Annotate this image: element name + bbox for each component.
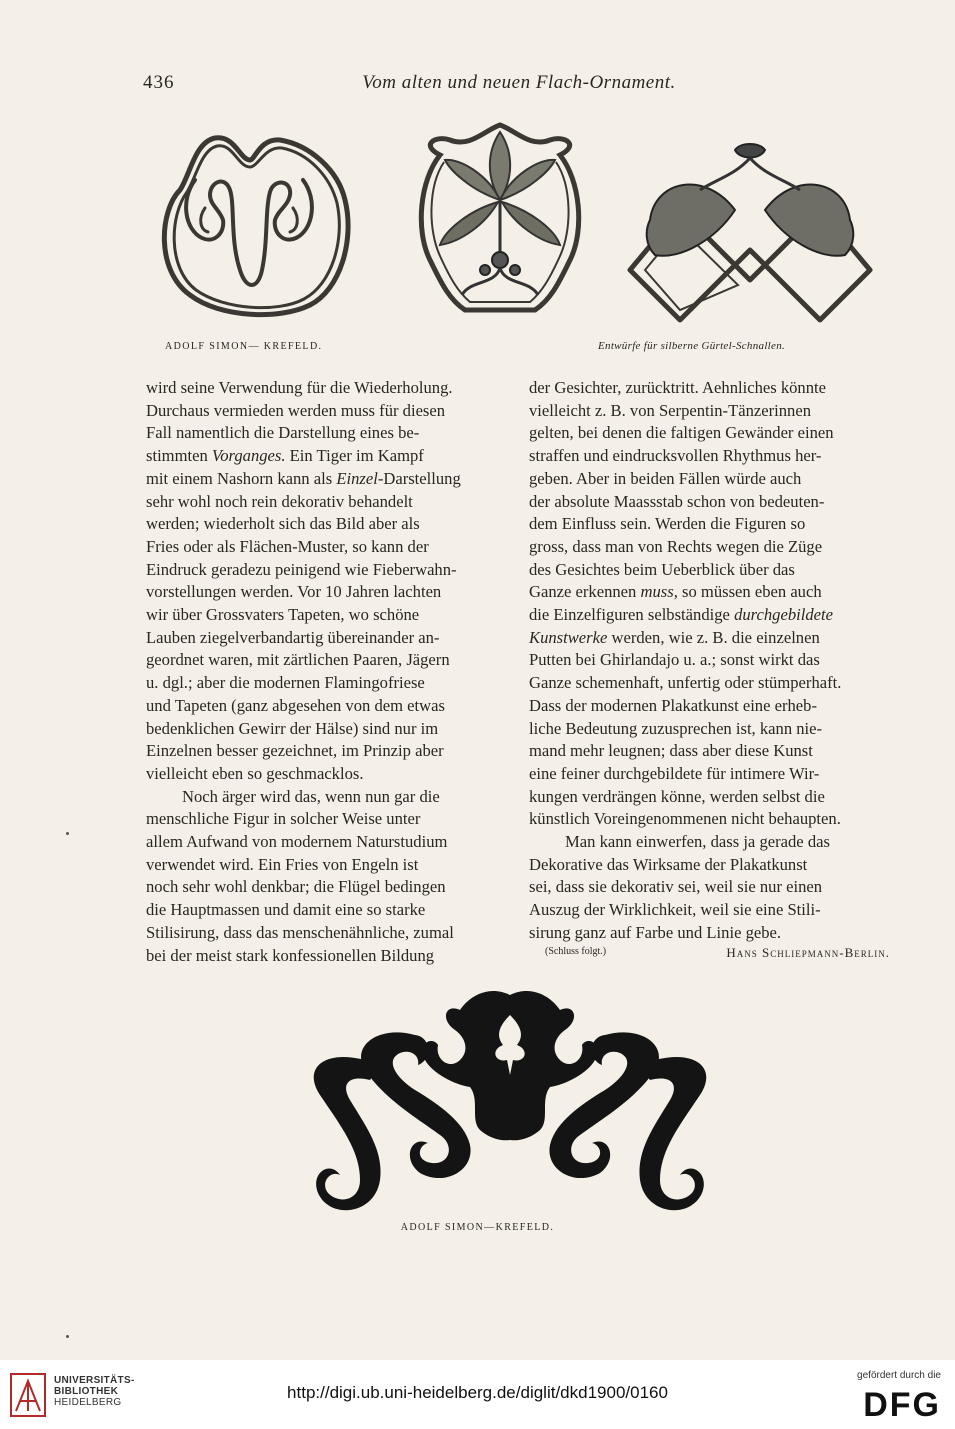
text-line: stimmten Vorganges. Ein Tiger im Kampf: [146, 446, 424, 466]
text-line: allem Aufwand von modernem Naturstudium: [146, 832, 448, 852]
buckle-design-left: [164, 138, 348, 315]
running-head: [143, 72, 895, 98]
belt-buckle-designs-figure: [140, 120, 900, 340]
text-line: Lauben ziegelverbandartig übereinander an-: [146, 627, 440, 647]
page-speck: [66, 1335, 69, 1338]
digitization-footer: [0, 1360, 955, 1429]
author-name: Hans Schliepmann-Berlin.: [726, 945, 890, 960]
text-line: Ganze erkennen muss, so müssen eben auch: [529, 582, 822, 602]
text-line: kungen verdrängen könne, werden selbst die: [529, 786, 825, 806]
text-line: dem Einfluss sein. Werden die Figuren so: [529, 514, 806, 534]
text-line: u. dgl.; aber die modernen Flamingofriese: [146, 673, 425, 693]
text-line: Stilisirung, dass das menschenähnliche, zumal: [146, 922, 454, 942]
text-line: mand mehr leugnen; dass aber diese Kunst: [529, 741, 813, 761]
text-line: geben. Aber in beiden Fällen würde auch: [529, 468, 802, 488]
text-line: liche Bedeutung zuzusprechen ist, kann nie-: [529, 718, 823, 738]
text-line: bedenklichen Gewirr der Hälse) sind nur im: [146, 718, 439, 738]
page-number: 436: [143, 72, 175, 93]
text-line: sei, dass sie dekorativ sei, weil sie nur einen: [529, 877, 823, 897]
page-speck: [66, 832, 69, 835]
text-line: Einzelnen besser gezeichnet, im Prinzip aber: [146, 741, 444, 761]
text-line: Kunstwerke werden, wie z. B. die einzelnen: [529, 627, 820, 647]
text-line: die Einzelfiguren selbständige durchgebildete: [529, 605, 833, 625]
text-line: Ganze schemenhaft, unfertig oder stümperhaft.: [529, 673, 842, 693]
library-name: UNIVERSITÄTS- BIBLIOTHEK HEIDELBERG: [54, 1375, 135, 1408]
text-line: menschliche Figur in solcher Weise unter: [146, 809, 421, 829]
text-line: sehr wohl noch rein dekorativ behandelt: [146, 491, 413, 511]
text-line: wird seine Verwendung für die Wiederholung.: [146, 378, 453, 397]
text-line: wir über Grossvaters Tapeten, wo schöne: [146, 605, 420, 625]
text-line: Eindruck geradezu peinigend wie Fieberwahn-: [146, 559, 457, 579]
continuation-note: (Schluss folgt.): [545, 946, 607, 957]
buckle-design-right: [630, 144, 870, 320]
text-line: Man kann einwerfen, dass ja gerade das: [565, 832, 830, 852]
text-line: verwendet wird. Ein Fries von Engeln ist: [146, 854, 419, 874]
text-line: werden; wiederholt sich das Bild aber als: [146, 514, 420, 534]
text-line: und Tapeten (ganz abgesehen von dem etwas: [146, 695, 445, 715]
text-line: Fries oder als Flächen-Muster, so kann der: [146, 536, 429, 556]
text-line: eine feiner durchgebildete für intimere Wir-: [529, 763, 820, 783]
permalink-url[interactable]: http://digi.ub.uni-heidelberg.de/diglit/dkd1900/0160: [287, 1383, 668, 1402]
text-column-left: [146, 377, 504, 967]
ornament-figure: [170, 975, 850, 1225]
dfg-logo: DFG: [863, 1386, 941, 1424]
text-line: sirung ganz auf Farbe und Linie gebe.: [529, 922, 782, 942]
text-line: Durchaus vermieden werden muss für diesen: [146, 400, 446, 420]
text-line: Auszug der Wirklichkeit, weil sie eine Stili-: [529, 900, 821, 920]
text-line: geordnet waren, mit zärtlichen Paaren, Jägern: [146, 650, 450, 670]
text-line: bei der meist stark konfessionellen Bildung: [146, 945, 435, 965]
text-line: mit einem Nashorn kann als Einzel-Darstellung: [146, 468, 461, 488]
text-column-right: [529, 377, 891, 945]
text-line: Putten bei Ghirlandajo u. a.; sonst wirkt das: [529, 650, 820, 670]
text-line: gross, dass man von Rechts wegen die Züge: [529, 536, 823, 556]
text-line: der Gesichter, zurücktritt. Aehnliches könnte: [529, 378, 827, 397]
text-line: Dass der modernen Plakatkunst eine erheb-: [529, 695, 817, 715]
text-line: vielleicht eben so geschmacklos.: [146, 763, 364, 783]
running-title: Vom alten und neuen Flach-Ornament.: [362, 72, 676, 93]
text-line: noch sehr wohl denkbar; die Flügel bedingen: [146, 877, 446, 897]
text-line: Noch ärger wird das, wenn nun gar die: [182, 786, 440, 806]
text-line: vielleicht z. B. von Serpentin-Tänzerinnen: [529, 400, 811, 420]
funding-label: gefördert durch die: [857, 1370, 941, 1381]
text-line: künstlich Voreingenommenen nicht behaupten.: [529, 809, 841, 829]
text-line: die Hauptmassen und damit eine so starke: [146, 900, 426, 920]
figure-caption-artist: ADOLF SIMON— KREFELD.: [165, 341, 323, 352]
text-line: straffen und eindrucksvollen Rhythmus her-: [529, 446, 822, 466]
text-line: der absolute Maassstab schon von bedeuten-: [529, 491, 825, 511]
text-line: vorstellungen werden. Vor 10 Jahren lachten: [146, 582, 442, 602]
text-line: Fall namentlich die Darstellung eines be-: [146, 423, 420, 443]
text-line: des Gesichtes beim Ueberblick über das: [529, 559, 795, 579]
ornament-caption: ADOLF SIMON—KREFELD.: [400, 1222, 555, 1233]
text-line: gelten, bei denen die faltigen Gewänder einen: [529, 423, 834, 443]
article-signature: [545, 944, 890, 962]
buckle-design-middle: [421, 125, 578, 310]
text-line: Dekorative das Wirksame der Plakatkunst: [529, 854, 808, 874]
figure-caption-description: Entwürfe für silberne Gürtel-Schnallen.: [598, 340, 786, 352]
